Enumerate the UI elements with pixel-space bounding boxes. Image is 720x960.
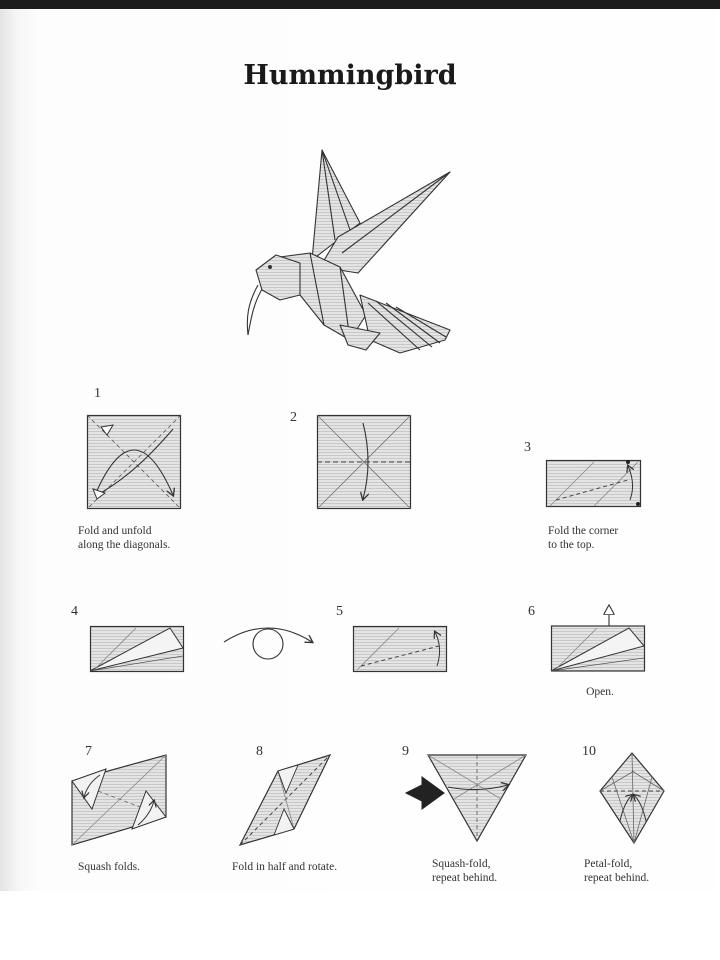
step-8-caption <box>232 860 337 874</box>
step-3-diagram <box>546 460 641 508</box>
step-number: 10 <box>582 744 596 759</box>
caption-line: Squash folds. <box>78 861 140 873</box>
step-number: 1 <box>94 386 101 401</box>
step-8-diagram <box>238 753 332 847</box>
step-number: 8 <box>256 744 263 759</box>
caption-line: Open. <box>586 686 614 698</box>
step-2-diagram <box>317 415 411 509</box>
caption-line: Fold in half and rotate. <box>232 861 338 873</box>
step-4-diagram <box>90 626 184 672</box>
step-9-diagram <box>404 753 528 843</box>
caption-line: along the diagonals. <box>78 539 171 551</box>
turn-over-icon <box>222 622 318 666</box>
step-number: 2 <box>290 410 297 425</box>
caption-line: Petal-fold, <box>584 858 633 870</box>
page-title: Hummingbird <box>243 60 457 91</box>
caption-line: Squash-fold, <box>432 858 491 870</box>
step-9-caption <box>432 857 497 885</box>
step-6-caption <box>570 685 630 699</box>
step-number: 9 <box>402 744 409 759</box>
step-number: 3 <box>524 440 531 455</box>
step-10-diagram <box>598 751 668 845</box>
step-5-diagram <box>353 626 447 672</box>
caption-line: repeat behind. <box>584 872 650 884</box>
hummingbird-illustration <box>240 145 460 360</box>
step-7-diagram <box>70 753 168 847</box>
step-7-caption <box>78 860 140 874</box>
caption-line: Fold the corner <box>548 525 619 537</box>
step-number: 4 <box>71 604 78 619</box>
step-number: 5 <box>336 604 343 619</box>
step-6-diagram <box>551 600 647 674</box>
step-1-diagram <box>87 415 181 509</box>
step-10-caption <box>584 857 649 885</box>
caption-line: to the top. <box>548 539 595 551</box>
step-3-caption <box>548 524 618 552</box>
step-number: 7 <box>85 744 92 759</box>
step-1-caption <box>78 524 170 552</box>
top-dark-bar <box>0 0 720 9</box>
step-number: 6 <box>528 604 535 619</box>
caption-line: Fold and unfold <box>78 525 152 537</box>
caption-line: repeat behind. <box>432 872 498 884</box>
